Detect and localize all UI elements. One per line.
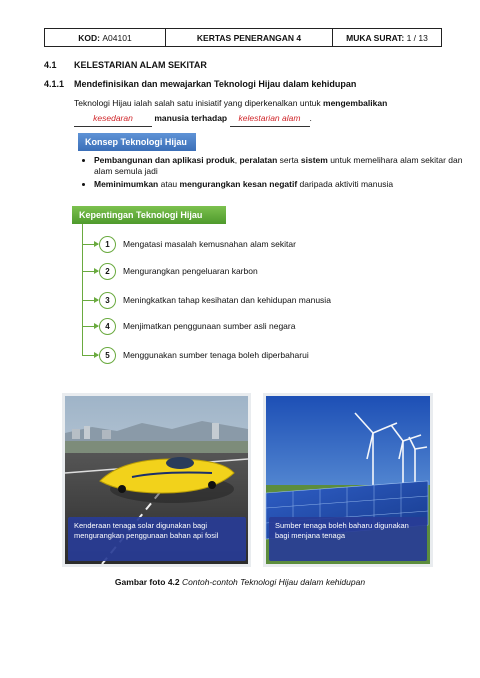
importance-item-5 (82, 346, 309, 364)
bullet-text: serta (277, 155, 301, 165)
page-value: 1 / 13 (406, 32, 428, 43)
importance-ribbon: Kepentingan Teknologi Hijau (72, 206, 226, 224)
intro-bold-1: mengembalikan (323, 98, 388, 108)
importance-item-3 (82, 291, 331, 309)
intro-paragraph (74, 96, 450, 127)
bullet-bold: Meminimumkan (94, 179, 159, 189)
arrow-icon (82, 355, 98, 356)
arrow-icon (82, 326, 98, 327)
kod-value: A04101 (102, 32, 132, 43)
section-title: KELESTARIAN ALAM SEKITAR (74, 60, 207, 70)
number-badge: 2 (99, 263, 116, 280)
photo-renewable-energy (263, 393, 433, 567)
bullet-bold: sistem (300, 155, 328, 165)
concept-ribbon: Konsep Teknologi Hijau (78, 133, 196, 151)
photo-caption: Kenderaan tenaga solar digunakan bagi mengurangkan penggunaan bahan api fosil (68, 517, 246, 561)
header-table (44, 28, 442, 47)
importance-item-2 (82, 262, 258, 280)
kod-label: KOD: (78, 32, 101, 43)
list-item (94, 179, 466, 190)
header-title: KERTAS PENERANGAN 4 (166, 29, 333, 46)
importance-text: Menjimatkan penggunaan sumber asli negara (123, 321, 296, 331)
photo-caption: Sumber tenaga boleh baharu digunakan bagi menjana tenaga (269, 517, 427, 561)
bullet-bold: Pembangunan dan aplikasi produk (94, 155, 235, 165)
bullet-text: daripada aktiviti manusia (297, 179, 394, 189)
importance-text: Menggunakan sumber tenaga boleh diperbaharui (123, 350, 309, 360)
importance-text: Mengatasi masalah kemusnahan alam sekitar (123, 239, 296, 249)
intro-bold-2: manusia terhadap (154, 113, 228, 123)
number-badge: 4 (99, 318, 116, 335)
bullet-text: untuk memelihara alam sekitar dan alam semula jadi (94, 155, 463, 176)
number-badge: 3 (99, 292, 116, 309)
concept-list (78, 155, 466, 192)
intro-text: Teknologi Hijau ialah salah satu inisiatif yang diperkenalkan untuk (74, 98, 324, 108)
subsection-title: Mendefinisikan dan mewajarkan Teknologi Hijau dalam kehidupan (74, 79, 357, 89)
bullet-text: , (234, 155, 240, 165)
importance-text: Mengurangkan pengeluaran karbon (123, 266, 258, 276)
arrow-icon (82, 300, 98, 301)
arrow-icon (82, 271, 98, 272)
intro-end: . (309, 113, 312, 123)
figure-label: Gambar foto 4.2 (114, 577, 180, 587)
page-label: MUKA SURAT: (346, 32, 405, 43)
number-badge: 5 (99, 347, 116, 364)
fill-blank-2: kelestarian alam (230, 111, 310, 127)
importance-item-4 (82, 317, 295, 335)
arrow-icon (82, 244, 98, 245)
number-badge: 1 (99, 236, 116, 253)
photo-solar-car (62, 393, 251, 567)
list-item (94, 155, 466, 177)
importance-text: Meningkatkan tahap kesihatan dan kehidupan manusia (123, 295, 331, 305)
bullet-text: atau (158, 179, 180, 189)
header-page (333, 29, 441, 46)
fill-blank-1: kesedaran (74, 111, 152, 127)
bullet-bold: peralatan (239, 155, 278, 165)
subsection-number: 4.1.1 (44, 79, 65, 89)
figure-caption (0, 577, 480, 587)
figure-caption-text: Contoh-contoh Teknologi Hijau dalam kehidupan (182, 577, 366, 587)
header-kod (45, 29, 166, 46)
importance-item-1 (82, 235, 296, 253)
section-number: 4.1 (44, 60, 57, 70)
bullet-bold: mengurangkan kesan negatif (179, 179, 298, 189)
